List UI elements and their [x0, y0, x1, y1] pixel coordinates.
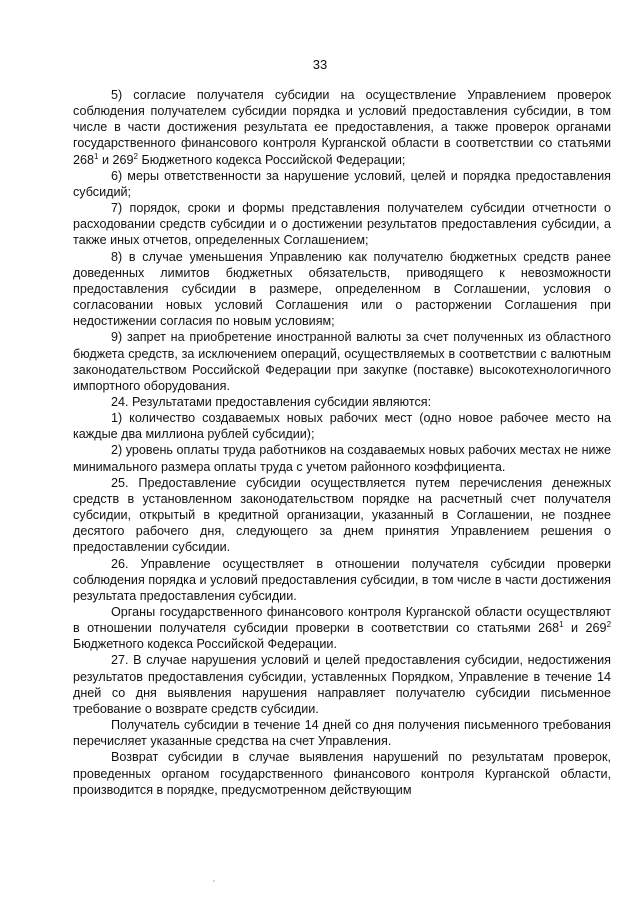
- text-run: 1) количество создаваемых новых рабочих мест (одно новое рабочее место на каждые два миллиона рублей субсидии);: [73, 411, 611, 442]
- paragraph: [73, 87, 611, 168]
- page-number: 33: [312, 57, 328, 72]
- text-run: 8) в случае уменьшения Управлению как получателю бюджетных средств ранее доведенных лимитов бюджетных обязательств, приводящего к невозможности предоставления субсидии в размере, определенном в Соглашении, условия о согласовании новых условий Соглашения или о расторжении Соглашения при недостижении согласия по новым условиям;: [73, 249, 611, 329]
- text-run: 2) уровень оплаты труда работников на создаваемых новых рабочих местах не ниже минимального размера оплаты труда с учетом районного коэффициента.: [73, 443, 611, 474]
- paragraph: [73, 249, 611, 330]
- paragraph: [73, 410, 611, 442]
- text-run: 27. В случае нарушения условий и целей предоставления субсидии, недостижения результатов предоставления субсидии, уставленных Порядком, Управление в течение 14 дней со дня выявления нарушения направляет получателю субсидии письменное требование о возврате средств субсидии.: [73, 653, 611, 716]
- text-run: Получатель субсидии в течение 14 дней со дня получения письменного требования перечисляет указанные средства на счет Управления.: [73, 718, 611, 749]
- text-run: 5) согласие получателя субсидии на осуществление Управлением проверок соблюдения получателем субсидии порядка и условий предоставления субсидии, в том числе в части достижения результата ее предоставления, а также проверок органами государственного финансового контроля Курганской области в соответствии со статьями 268: [73, 88, 611, 167]
- text-run: Возврат субсидии в случае выявления нарушений по результатам проверок, проведенных органом государственного финансового контроля Курганской области, производится в порядке, предусмотренном действующим: [73, 750, 611, 797]
- paragraph: [73, 604, 611, 652]
- text-run: и 269: [98, 152, 134, 167]
- text-run: 25. Предоставление субсидии осуществляется путем перечисления денежных средств в установленном законодательством порядке на расчетный счет получателя субсидии, открытый в кредитной организации, указанный в Соглашении, не позднее десятого рабочего дня, следующего за днем принятия Управлением решения о предоставлении субсидии.: [73, 475, 611, 555]
- text-run: 7) порядок, сроки и формы представления получателем субсидии отчетности о расходовании средств субсидии и о достижении результатов предоставления субсидии, а также иных отчетов, определенных Соглашением;: [73, 201, 611, 248]
- text-run: Бюджетного кодекса Российской Федерации;: [137, 152, 406, 167]
- paragraph: [73, 442, 611, 474]
- scan-speck: [213, 880, 215, 882]
- text-run: Бюджетного кодекса Российской Федерации.: [73, 637, 337, 652]
- paragraph: [73, 475, 611, 556]
- paragraph: [73, 394, 611, 410]
- superscript: 1: [559, 620, 564, 630]
- paragraph: [73, 717, 611, 749]
- text-run: 26. Управление осуществляет в отношении получателя субсидии проверки соблюдения порядка и условий предоставления субсидии, в том числе в части достижения результата предоставления субсидии.: [73, 556, 611, 603]
- superscript: 1: [94, 151, 99, 161]
- superscript: 2: [133, 151, 138, 161]
- document-body: [73, 87, 611, 798]
- text-run: 9) запрет на приобретение иностранной валюты за счет полученных из областного бюджета средств, за исключением операций, осуществляемых в соответствии с валютным законодательством Российской Федерации при закупке (поставке) высокотехнологичного импортного оборудования.: [73, 330, 611, 393]
- text-run: 24. Результатами предоставления субсидии являются:: [111, 394, 432, 409]
- paragraph: [73, 200, 611, 248]
- text-run: Органы государственного финансового контроля Курганской области осуществляют в отношении получателя субсидии проверки в соответствии со статьями 268: [73, 605, 611, 636]
- paragraph: [73, 556, 611, 604]
- paragraph: [73, 652, 611, 717]
- paragraph: [73, 329, 611, 394]
- paragraph: [73, 749, 611, 797]
- text-run: 6) меры ответственности за нарушение условий, целей и порядка предоставления субсидий;: [73, 168, 611, 199]
- paragraph: [73, 168, 611, 200]
- superscript: 2: [606, 620, 612, 630]
- text-run: и 269: [563, 621, 607, 636]
